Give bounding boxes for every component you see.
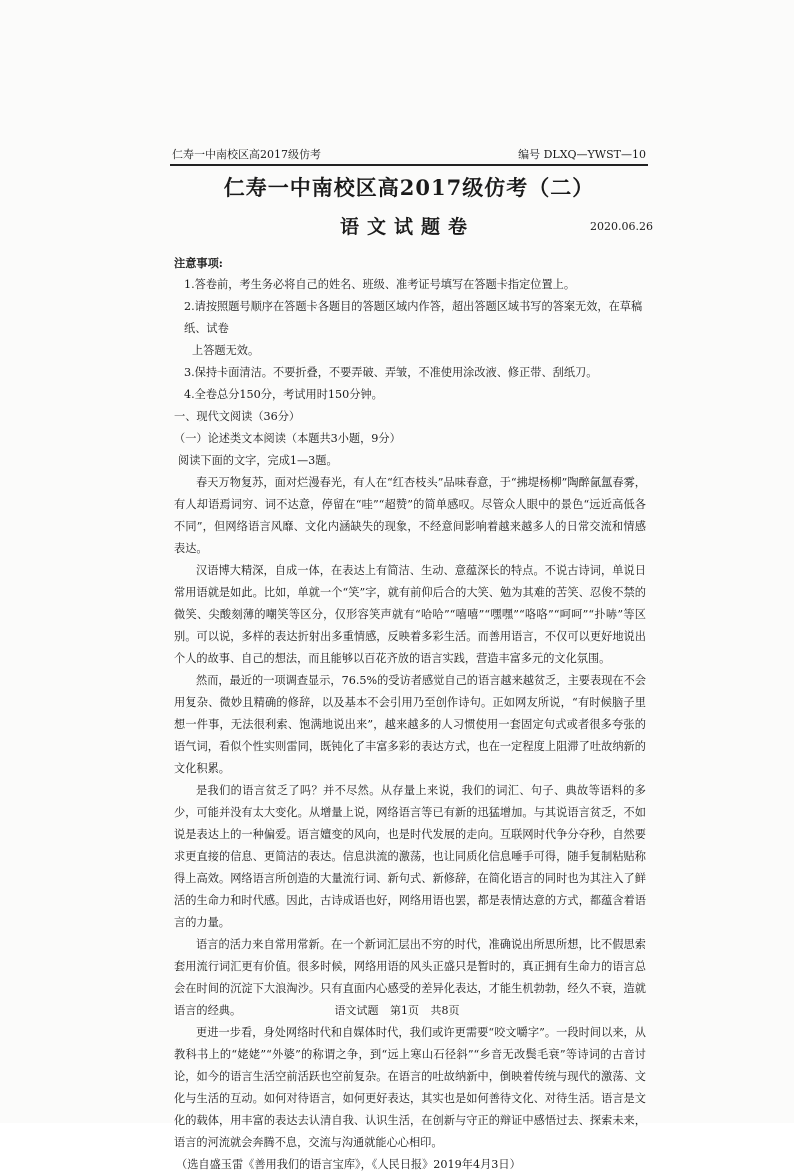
- page-header: [170, 150, 648, 166]
- paragraph-5: 语言的活力来自常用常新。在一个新词汇层出不穷的时代，准确说出所思所想，比不假思索套用流行词汇更有价值。很多时候，网络用语的风头正盛只是暂时的，真正拥有生命力的语言总会在时间的沉淀下大浪淘沙。只有直面内心感受的差异化表达，才能生机勃勃，经久不衰，造就语言的经典。: [174, 938, 646, 1017]
- section-instruction: 阅读下面的文字，完成1—3题。: [178, 454, 338, 467]
- exam-date: 2020.06.26: [590, 220, 653, 233]
- header-school: 仁寿一中南校区高2017级仿考: [172, 148, 321, 161]
- section-sub: （一）论述类文本阅读（本题共3小题，9分）: [174, 432, 401, 445]
- section-title: 一、现代文阅读（36分）: [174, 410, 301, 423]
- header-code: 编号 DLXQ—YWST—10: [518, 148, 646, 161]
- note-item-4: 4.全卷总分150分，考试用时150分钟。: [184, 388, 383, 401]
- note-item-2: 2.请按照题号顺序在答题卡各题目的答题区域内作答，超出答题区域书写的答案无效，在草稿纸、试卷: [184, 300, 643, 335]
- paragraph-6: 更进一步看，身处网络时代和自媒体时代，我们或许更需要“咬文嚼字”。一段时间以来，从教科书上的“姥姥”“外婆”的称谓之争，到“远上寒山石径斜”“乡音无改鬓毛衰”等诗词的古音讨论，如今的语言生活空前活跃也空前复杂。在语言的吐故纳新中，倒映着传统与现代的激荡、文化与生活的互动。如何对待语言，如何更好表达，其实也是如何善待文化、对待生活。语言是文化的载体，用丰富的表达去认清自我、认识生活，在创新与守正的辩证中感悟过去、探索未来，语言的河流就会奔腾不息，交流与沟通就能心心相印。: [174, 1026, 646, 1149]
- note-item-2-cont: 上答题无效。: [192, 344, 260, 357]
- paragraph-4: 是我们的语言贫乏了吗？并不尽然。从存量上来说，我们的词汇、句子、典故等语料的多少，可能并没有太大变化。从增量上说，网络语言等已有新的迅猛增加。与其说语言贫乏，不如说是表达上的一种偏爱。语言嬗变的风向，也是时代发展的走向。互联网时代争分夺秒，自然要求更直接的信息、更简洁的表达。信息洪流的激荡，也让同质化信息唾手可得，随手复制粘贴称得上高效。网络语言所创造的大量流行词、新句式、新修辞，在简化语言的同时也为其注入了鲜活的生命力和时代感。因此，古诗成语也好，网络用语也罢，都是表情达意的方式，都蕴含着语言的力量。: [174, 784, 646, 929]
- note-item-3: 3.保持卡面清洁。不要折叠，不要弄破、弄皱，不准使用涂改液、修正带、刮纸刀。: [184, 366, 598, 379]
- paragraph-2: 汉语博大精深，自成一体，在表达上有简洁、生动、意蕴深长的特点。不说古诗词，单说日常用语就是如此。比如，单就一个“笑”字，就有前仰后合的大笑、勉为其难的苦笑、忍俊不禁的微笑、尖酸刻薄的嘲笑等区分，仅形容笑声就有“哈哈”“嘻嘻”“嘿嘿”“咯咯”“呵呵”“扑哧”等区别。可以说，多样的表达折射出多重情感，反映着多彩生活。而善用语言，不仅可以更好地说出个人的故事、自己的想法，而且能够以百花齐放的语言实践，营造丰富多元的文化氛围。: [174, 564, 646, 665]
- exam-subtitle: 语文试题卷: [340, 216, 476, 238]
- note-item-1: 1.答卷前，考生务必将自己的姓名、班级、准考证号填写在答题卡指定位置上。: [184, 278, 576, 291]
- page-footer: 语文试题 第1页 共8页: [334, 1004, 460, 1017]
- source-citation: （选自盛玉雷《善用我们的语言宝库》，《人民日报》2019年4月3日）: [176, 1158, 521, 1171]
- paragraph-1: 春天万物复苏，面对烂漫春光，有人在“红杏枝头”品味春意，于“拂堤杨柳”陶醉氤氲春雾，有人却语焉词穷、词不达意，停留在“哇”“超赞”的简单感叹。尽管众人眼中的景色“远近高低各不同”，但网络语言风靡、文化内涵缺失的现象，不经意间影响着越来越多人的日常交流和情感表达。: [174, 476, 646, 555]
- paragraph-3: 然而，最近的一项调查显示，76.5%的受访者感觉自己的语言越来越贫乏，主要表现在不会用复杂、微妙且精确的修辞，以及基本不会引用乃至创作诗句。正如网友所说，“有时候脑子里想一件事，无法很利索、饱满地说出来”，越来越多的人习惯使用一套固定句式或者很多夸张的语气词，看似个性实则雷同，既钝化了丰富多彩的表达方式，也在一定程度上阻滞了吐故纳新的文化积累。: [174, 674, 646, 775]
- exam-body: [174, 252, 646, 1176]
- notes-heading: 注意事项:: [174, 256, 223, 270]
- exam-title: 仁寿一中南校区高2017级仿考（二）: [223, 175, 595, 200]
